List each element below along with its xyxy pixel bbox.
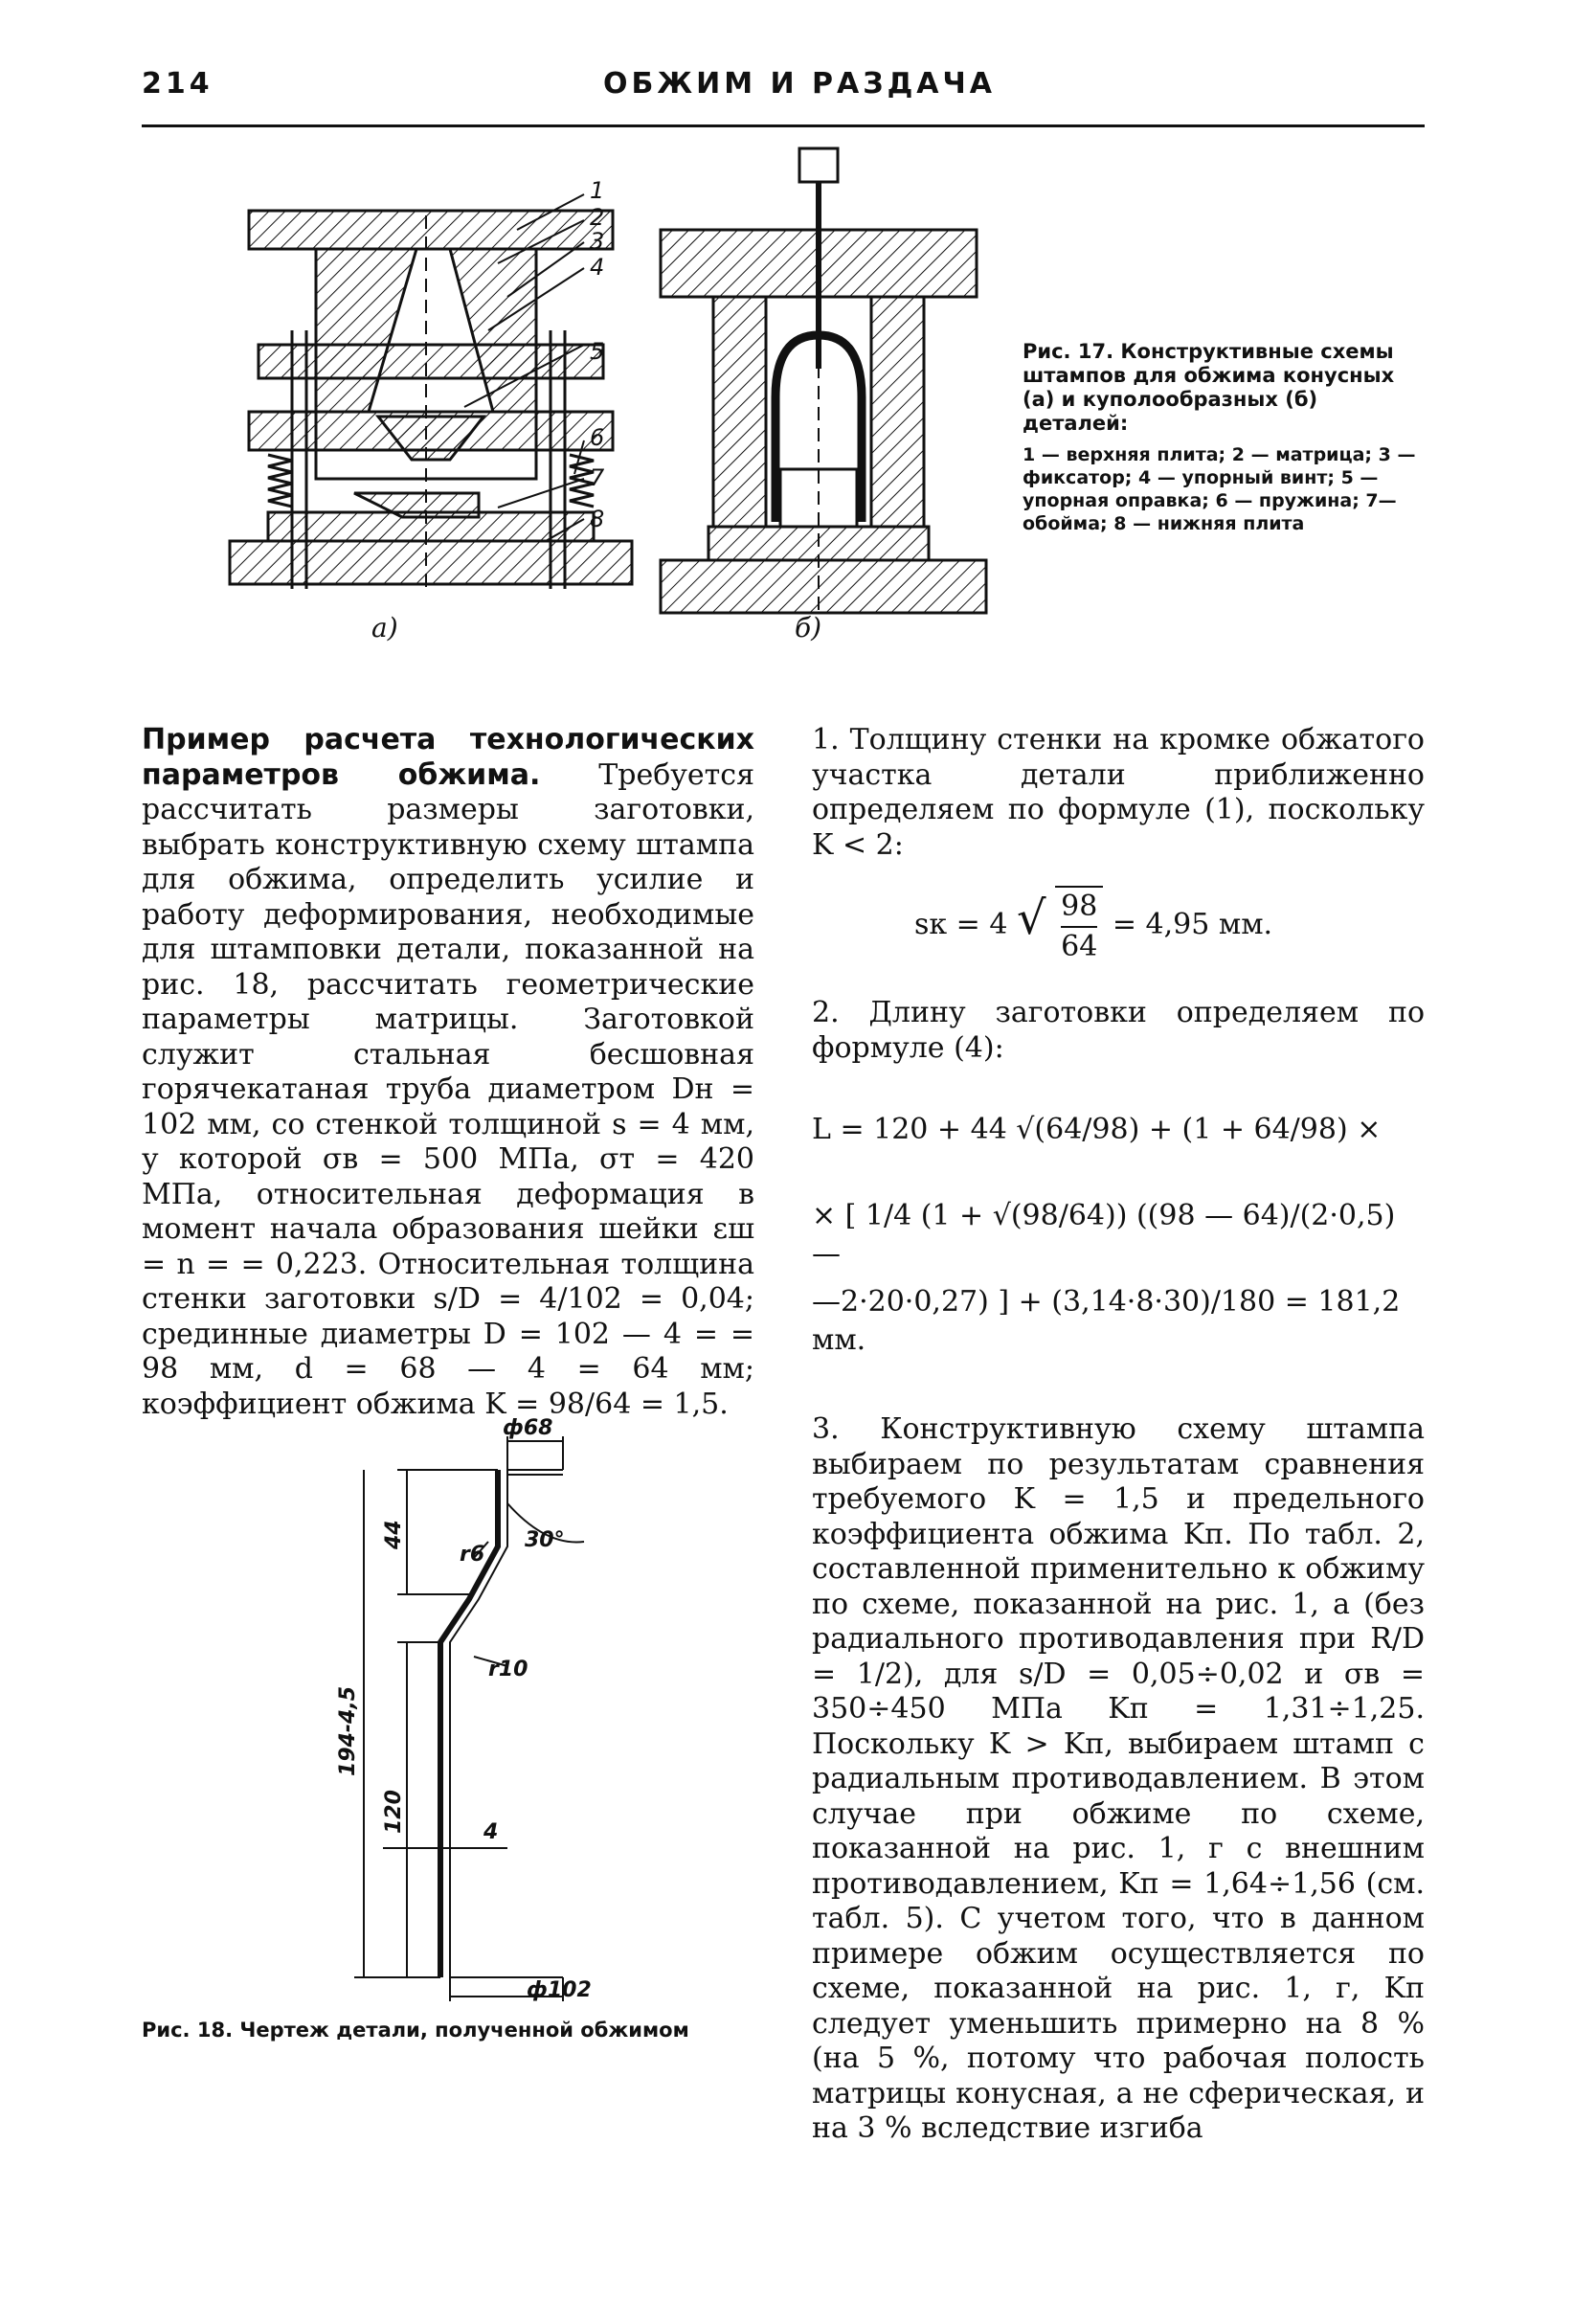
callout-1: 1 bbox=[590, 177, 605, 204]
header-rule bbox=[142, 124, 1425, 127]
figure-18-drawing bbox=[306, 1416, 728, 2002]
callout-7: 7 bbox=[590, 464, 605, 491]
dim-r6: r6 bbox=[460, 1543, 485, 1567]
figure-17-sublabel-b: б) bbox=[795, 612, 822, 643]
callout-3: 3 bbox=[590, 228, 605, 255]
dim-120: 120 bbox=[382, 1790, 406, 1834]
callout-8: 8 bbox=[590, 506, 605, 532]
formula-2-line-1: L = 120 + 44 √(64/98) + (1 + 64/98) × bbox=[812, 1113, 1382, 1146]
formula-2 bbox=[812, 1111, 1425, 1369]
callout-6: 6 bbox=[590, 424, 605, 451]
formula-1-rhs: = 4,95 мм. bbox=[1112, 908, 1273, 941]
dim-angle: 30° bbox=[525, 1528, 565, 1552]
item-3: 3. Конструктивную схему штампа выбираем по результатам сравнения требуемого K = 1,5 и предельного коэффициента обжима Kп. По табл. 2, составленной применительно к обжиму по схеме, показанной на рис. 1, а (без радиального противодавления при R/D = 1/2), для s/D = 0,05÷0,02 и σв = 350÷450 МПа Kп = 1,31÷1,25. Поскольку K > Kп, выбираем штамп с радиальным противодавлением. В этом случае при обжиме по схеме, показанной на рис. 1, г с внешним противодавлением, Kп = 1,64÷1,56 (см. табл. 5). С учетом того, что в данном примере обжим осуществляется по схеме, показанной на рис. 1, г, Kп следует уменьшить примерно на 8 % (на 5 %, потому что рабочая полость матрицы конусная, а не сферическая, и на 3 % вследствие изгиба bbox=[812, 1412, 1425, 2145]
page-number: 214 bbox=[142, 67, 214, 101]
callout-5: 5 bbox=[590, 338, 605, 365]
figure-17-legend: 1 — верхняя плита; 2 — матрица; 3 — фиксатор; 4 — упорный винт; 5 — упорная оправка; 6 — пружина; 7— обойма; 8 — нижняя плита bbox=[1023, 444, 1416, 534]
dim-total: 194-4,5 bbox=[336, 1685, 360, 1776]
example-heading: Пример расчета технологических параметров обжима. bbox=[142, 723, 754, 792]
example-body: Требуется рассчитать размеры заготовки, выбрать конструктивную схему штампа для обжима, определить усилие и работу деформирования, необходимые для штамповки детали, показанной на рис. 18, рассчитать геометрические параметры матрицы. Заготовкой служит стальная бесшовная горячекатаная труба диаметром Dн = 102 мм, со стенкой толщиной s = 4 мм, у которой σв = 500 МПа, σт = 420 МПа, относительная деформация в момент начала образования шейки εш = n = = 0,223. Относительная толщина стенки заготовки s/D = 4/102 = 0,04; срединные диаметры D = 102 — 4 = = 98 мм, d = 68 — 4 = 64 мм; коэффициент обжима K = 98/64 = 1,5. bbox=[142, 757, 754, 1421]
figure-17-drawing bbox=[211, 139, 996, 646]
formula-1-numerator: 98 bbox=[1061, 888, 1097, 928]
running-title: ОБЖИМ И РАЗДАЧА bbox=[603, 67, 996, 101]
die-a bbox=[230, 211, 632, 584]
item-1: 1. Толщину стенки на кромке обжатого участка детали приближенно определяем по формуле (1), поскольку K < 2: bbox=[812, 723, 1425, 862]
callout-4: 4 bbox=[590, 254, 605, 281]
figure-17-caption bbox=[1023, 340, 1429, 535]
figure-17-title: Рис. 17. Конструктивные схемы штампов для обжима конусных (а) и куполообразных (б) деталей: bbox=[1023, 340, 1395, 435]
die-b bbox=[661, 230, 986, 613]
item-2: 2. Длину заготовки определяем по формуле (4): bbox=[812, 996, 1425, 1065]
dim-44: 44 bbox=[382, 1520, 406, 1549]
formula-1-denominator: 64 bbox=[1061, 930, 1098, 963]
formula-2-line-2: × [ 1/4 (1 + √(98/64)) ((98 — 64)/(2·0,5) — bbox=[812, 1199, 1396, 1271]
callout-2: 2 bbox=[590, 204, 605, 231]
figure-18-caption: Рис. 18. Чертеж детали, полученной обжимом bbox=[142, 2019, 689, 2042]
formula-1-lhs: sк = 4 bbox=[914, 908, 1008, 941]
dim-d68: ф68 bbox=[503, 1416, 553, 1440]
dim-wall: 4 bbox=[483, 1820, 499, 1844]
formula-2-line-3: —2·20·0,27) ] + (3,14·8·30)/180 = 181,2 мм. bbox=[812, 1285, 1401, 1357]
formula-1 bbox=[914, 886, 1422, 966]
dim-r10: r10 bbox=[488, 1658, 528, 1681]
figure-17-sublabel-a: а) bbox=[371, 612, 398, 643]
radical-sign: √ bbox=[1017, 891, 1046, 945]
dim-d102: ф102 bbox=[527, 1978, 592, 2002]
left-paragraph bbox=[142, 723, 754, 1422]
